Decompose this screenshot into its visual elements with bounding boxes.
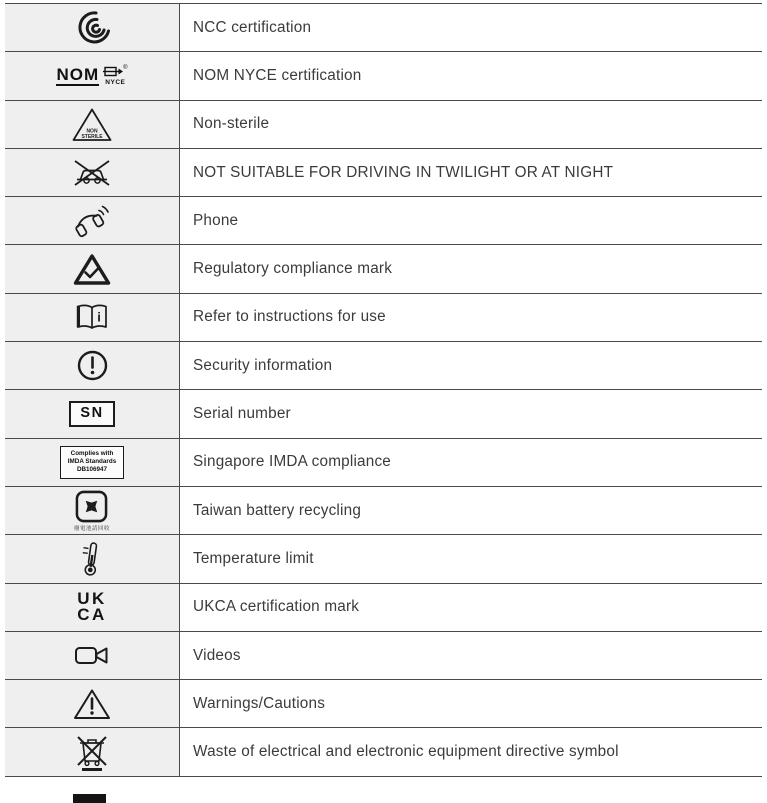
icon-cell [5, 680, 180, 727]
row-label: NOM NYCE certification [193, 66, 362, 84]
icon-cell [5, 245, 180, 292]
row-label: Videos [193, 646, 241, 664]
videos-icon [73, 643, 111, 669]
icon-cell [5, 487, 180, 534]
table-row [5, 728, 762, 776]
icon-cell [5, 632, 180, 679]
row-label: Warnings/Cautions [193, 694, 326, 712]
table-row [5, 52, 762, 100]
row-label: Temperature limit [193, 549, 314, 567]
row-label: NCC certification [193, 18, 312, 36]
row-label: Non-sterile [193, 115, 270, 133]
ukca-mark-icon: UK CA [77, 589, 107, 625]
row-label: Refer to instructions for use [193, 308, 386, 326]
icon-cell [5, 149, 180, 196]
ncc-icon [72, 10, 112, 46]
table-row [5, 390, 762, 438]
temperature-limit-icon [79, 540, 105, 578]
phone-icon [74, 204, 110, 238]
icon-cell [5, 4, 180, 51]
taiwan-battery-recycling-icon: 廢電池請回收 [74, 490, 110, 532]
table-row [5, 439, 762, 487]
svg-text:STERILE: STERILE [81, 133, 103, 140]
icon-cell [5, 390, 180, 437]
instructions-for-use-icon [74, 302, 110, 332]
icon-cell [5, 101, 180, 148]
icon-cell [5, 342, 180, 389]
table-row [5, 487, 762, 535]
icon-cell [5, 584, 180, 631]
row-label: Singapore IMDA compliance [193, 453, 392, 471]
table-row [5, 535, 762, 583]
regulatory-compliance-icon [72, 252, 112, 287]
non-sterile-icon [71, 106, 113, 143]
table-row [5, 149, 762, 197]
row-label: Phone [193, 211, 239, 229]
icon-cell [5, 197, 180, 244]
table-row [5, 632, 762, 680]
table-row [5, 294, 762, 342]
no-driving-icon [70, 158, 114, 188]
table-row [5, 101, 762, 149]
cutoff-next-page-element [73, 794, 106, 803]
svg-text:i: i [97, 309, 101, 325]
weee-icon [73, 732, 111, 772]
icon-cell [5, 294, 180, 341]
table-row [5, 245, 762, 293]
icon-cell [5, 535, 180, 582]
table-row [5, 342, 762, 390]
icon-cell [5, 52, 180, 99]
warning-icon [73, 687, 111, 721]
imda-compliance-icon: Complies with IMDA Standards DB106947 [60, 446, 124, 479]
row-label: NOT SUITABLE FOR DRIVING IN TWILIGHT OR AT NIGHT [193, 163, 614, 181]
row-label: UKCA certification mark [193, 598, 360, 616]
serial-number-icon: SN [69, 401, 114, 426]
table-row [5, 680, 762, 728]
security-information-icon [76, 349, 109, 382]
nom-nyce-icon: NOM ® NYCE [56, 64, 128, 87]
table-row [5, 197, 762, 245]
icon-cell [5, 728, 180, 775]
row-label: Serial number [193, 405, 291, 423]
row-label: Taiwan battery recycling [193, 501, 362, 519]
table-row [5, 4, 762, 52]
svg-text:NON: NON [86, 128, 98, 135]
table-row [5, 584, 762, 632]
row-label: Waste of electrical and electronic equipment directive symbol [193, 743, 619, 761]
icon-cell [5, 439, 180, 486]
symbol-glossary-table [5, 3, 762, 777]
row-label: Security information [193, 356, 333, 374]
row-label: Regulatory compliance mark [193, 260, 393, 278]
